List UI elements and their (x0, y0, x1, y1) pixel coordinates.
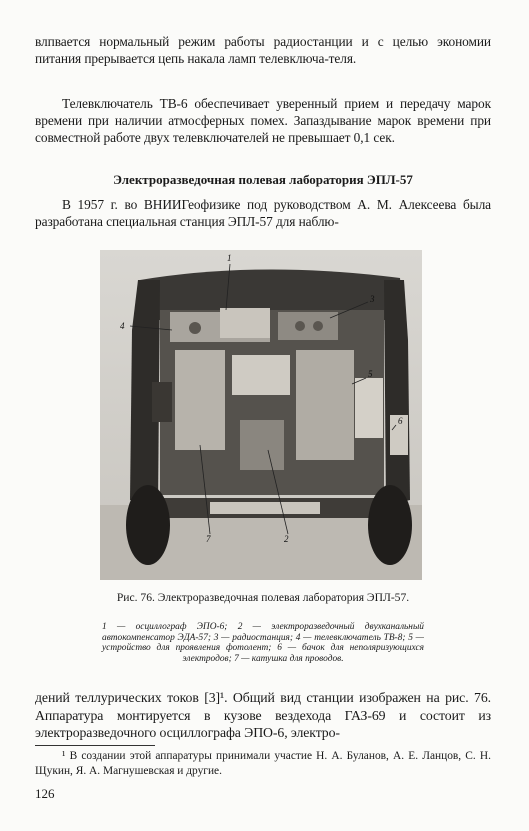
section-heading: Электроразведочная полевая лаборатория ЭПЛ-57 (113, 172, 413, 187)
figure-caption: Рис. 76. Электроразведочная полевая лаборатория ЭПЛ-57. (116, 591, 410, 604)
callout-5: 5 (368, 369, 373, 379)
footnote: ¹ В создании этой аппаратуры принимали участие Н. А. Буланов, А. Е. Ланцов, С. Н. Щукин, Я. А. Магнушевская и другие. (35, 750, 491, 777)
footnote-divider (35, 745, 155, 746)
callout-6: 6 (398, 416, 403, 426)
callout-1: 1 (227, 253, 232, 263)
figure-photo-epl57 (100, 250, 422, 580)
paragraph-telluric-currents: дений теллурических токов [3]¹. Общий вид станции изображен на рис. 76. Аппаратура монтируется в кузове вездехода ГАЗ-69 и состоит из электроразведочного осциллографа ЭПО-6, электро- (35, 690, 491, 740)
callout-4: 4 (120, 321, 125, 331)
vehicle-photo (100, 250, 422, 580)
callout-7: 7 (206, 534, 211, 544)
callout-3: 3 (370, 294, 375, 304)
figure-legend: 1 — осциллограф ЭПО-6; 2 — электроразведочный двухканальный автокомпенсатор ЭДА-57; 3 — радиостанция; 4 — телевключатель ТВ-8; 5 — устройство для проявления фотолент; 6 — бачок для неполяризующихся электродов; 7 — катушка для проводов. (102, 622, 424, 664)
paragraph-continuation: влпвается нормальный режим работы радиостанции и с целью экономии питания прерывается цепь накала ламп телевключа-теля. (35, 34, 491, 66)
paragraph-televkluchatel: Телевключатель ТВ-6 обеспечивает уверенный прием и передачу марок времени при наличии атмосферных помех. Запаздывание марок времени при совместной работе двух телевключателей не превышает 0,1 сек. (35, 96, 491, 145)
page-number: 126 (35, 786, 55, 801)
callout-2: 2 (284, 534, 289, 544)
paragraph-epl57-intro: В 1957 г. во ВНИИГеофизике под руководством А. М. Алексеева была разработана специальная станция ЭПЛ-57 для наблю- (35, 197, 491, 229)
